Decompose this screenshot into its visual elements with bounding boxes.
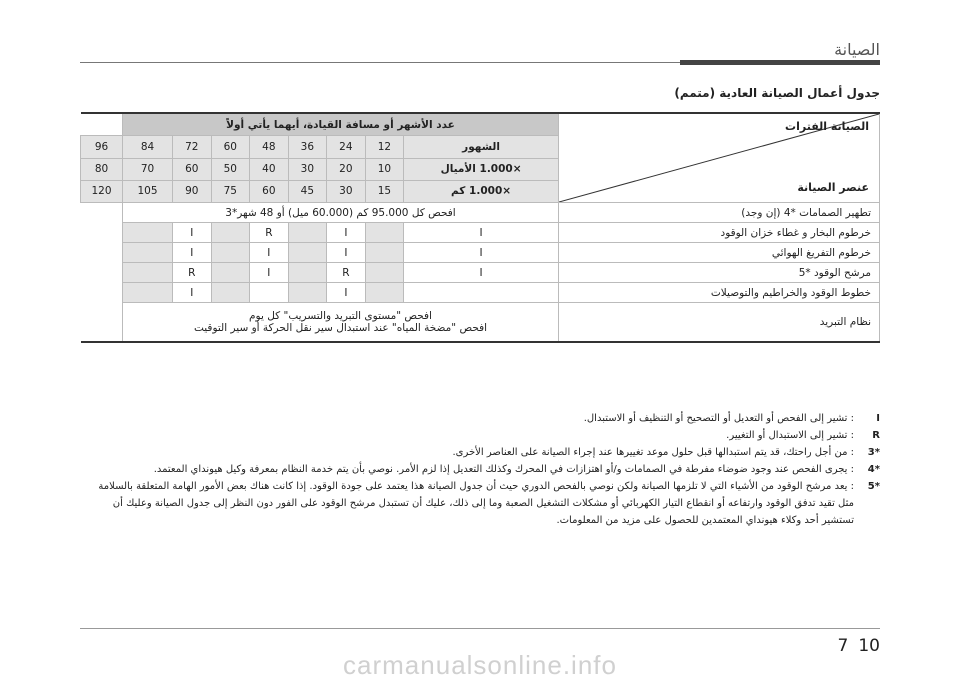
interval-value: 30 bbox=[288, 158, 327, 180]
maintenance-item-value bbox=[288, 243, 327, 263]
note-item bbox=[80, 427, 880, 444]
note-text: : تشير إلى الفحص أو التعديل أو التصحيح أو التنظيف أو الاستبدال. bbox=[583, 413, 854, 424]
maintenance-item-value bbox=[365, 283, 404, 303]
note-symbol: *4 bbox=[867, 464, 880, 475]
maintenance-item-value: I bbox=[404, 243, 559, 263]
interval-value: 60 bbox=[250, 180, 289, 202]
interval-value: 90 bbox=[173, 180, 212, 202]
watermark: carmanualsonline.info bbox=[343, 650, 617, 680]
interval-value: 105 bbox=[123, 180, 173, 202]
interval-value: 72 bbox=[173, 136, 212, 158]
interval-row-label: الشهور bbox=[404, 136, 559, 158]
interval-value: 84 bbox=[123, 136, 173, 158]
interval-value: 70 bbox=[123, 158, 173, 180]
note-symbol: R bbox=[872, 430, 880, 441]
interval-value: 45 bbox=[288, 180, 327, 202]
maintenance-item-value bbox=[404, 283, 559, 303]
footer-rule bbox=[80, 628, 880, 629]
maintenance-item-value: I bbox=[327, 283, 366, 303]
maintenance-item-label: خطوط الوقود والخراطيم والتوصيلات bbox=[559, 283, 880, 303]
instruction-line: افحص "مضخة المياه" عند استبدال سير نقل الحركة أو سير التوقيت bbox=[193, 322, 488, 334]
maintenance-item-value: I bbox=[250, 263, 289, 283]
interval-value: 50 bbox=[211, 158, 250, 180]
note-text: : من أجل راحتك، قد يتم استبدالها قبل حلول موعد تغييرها عند إجراء الصيانة على العناصر الأخرى. bbox=[452, 447, 854, 458]
notes-section bbox=[80, 410, 880, 529]
maintenance-item-instruction: افحص كل 95.000 كم (60.000 ميل) أو 48 شهر*3 bbox=[123, 203, 559, 223]
maintenance-item-value bbox=[123, 263, 173, 283]
maintenance-item-label: تطهير الصمامات *4 (إن وجد) bbox=[559, 203, 880, 223]
maintenance-item-value bbox=[288, 223, 327, 243]
note-text: : يجرى الفحص عند وجود ضوضاء مفرطة في الصمامات و/أو اهتزازات في المحرك وكذلك التعديل إذا لزم الأمر. نوصي بأن يتم خدمة النظام بمعرفة وكيل هيونداي المعتمد. bbox=[153, 464, 854, 475]
maintenance-item-row bbox=[81, 303, 880, 343]
section-title: الصيانة bbox=[834, 40, 880, 59]
maintenance-item-value: R bbox=[250, 223, 289, 243]
maintenance-item-value bbox=[211, 283, 250, 303]
maintenance-item-label: خرطوم التفريغ الهوائي bbox=[559, 243, 880, 263]
maintenance-item-value bbox=[365, 243, 404, 263]
maintenance-item-value: I bbox=[173, 243, 212, 263]
note-item bbox=[80, 444, 880, 461]
maintenance-item-value bbox=[211, 243, 250, 263]
interval-value: 12 bbox=[365, 136, 404, 158]
maintenance-item-row bbox=[81, 203, 880, 223]
note-item bbox=[80, 461, 880, 478]
interval-value: 60 bbox=[173, 158, 212, 180]
interval-value: 40 bbox=[250, 158, 289, 180]
maintenance-item-value: I bbox=[173, 223, 212, 243]
instruction-line: افحص "مستوى التبريد والتسريب" كل يوم bbox=[249, 310, 432, 322]
note-symbol: *5 bbox=[867, 481, 880, 492]
maintenance-item-row bbox=[81, 263, 880, 283]
interval-value: 80 bbox=[81, 158, 123, 180]
interval-value: 96 bbox=[81, 136, 123, 158]
page-number-value: 10 bbox=[858, 636, 880, 656]
table-header-row bbox=[81, 113, 880, 136]
maintenance-item-value: R bbox=[327, 263, 366, 283]
interval-value: 36 bbox=[288, 136, 327, 158]
note-symbol: I bbox=[876, 413, 880, 424]
note-item bbox=[80, 410, 880, 427]
maintenance-item-row bbox=[81, 223, 880, 243]
interval-value: 75 bbox=[211, 180, 250, 202]
interval-row-label: ×1.000 الأميال bbox=[404, 158, 559, 180]
maintenance-item-value bbox=[211, 223, 250, 243]
interval-value: 60 bbox=[211, 136, 250, 158]
maintenance-item-label: نظام التبريد bbox=[559, 303, 880, 343]
note-text: : يعد مرشح الوقود من الأشياء التي لا تلزمها الصيانة ولكن نوصي بالفحص الدوري حيث أن جدول الصيانة هذا يعتمد على جودة الوقود. إذا كانت هناك بعض الأمور الهامة المتعلقة بالسلامة مثل تقيد تدفق الوقود وارتفاعه أو انقطاع التيار الكهربائي أو مشكلات التشغيل الصعبة وما إلى ذلك، عليك أن تستبدل مرشح الوقود على الفور دون النظر إلى جدول الصيانة وعليك أن تستشير أحد وكلاء هيونداي المعتمدين للحصول على مزيد من المعلومات. bbox=[98, 481, 854, 526]
maintenance-item-value: I bbox=[327, 223, 366, 243]
maintenance-item-value: I bbox=[404, 263, 559, 283]
maintenance-item-value bbox=[288, 283, 327, 303]
maintenance-item-value: I bbox=[327, 243, 366, 263]
table-title: جدول أعمال الصيانة العادية (متمم) bbox=[674, 86, 880, 100]
maintenance-item-value bbox=[365, 263, 404, 283]
interval-value: 24 bbox=[327, 136, 366, 158]
interval-row-label: ×1.000 كم bbox=[404, 180, 559, 202]
maintenance-item-value: R bbox=[173, 263, 212, 283]
maintenance-item-value bbox=[211, 263, 250, 283]
maintenance-item-value: I bbox=[404, 223, 559, 243]
maintenance-item-instruction bbox=[123, 303, 559, 343]
note-symbol: *3 bbox=[867, 447, 880, 458]
maintenance-item-value: I bbox=[173, 283, 212, 303]
maintenance-item-value bbox=[288, 263, 327, 283]
maintenance-item-value bbox=[365, 223, 404, 243]
interval-value: 120 bbox=[81, 180, 123, 202]
maintenance-schedule-table bbox=[80, 112, 880, 343]
diag-bottom-label: عنصر الصيانة bbox=[797, 181, 869, 194]
maintenance-item-value: I bbox=[250, 243, 289, 263]
interval-value: 48 bbox=[250, 136, 289, 158]
maintenance-item-label: مرشح الوقود *5 bbox=[559, 263, 880, 283]
maintenance-item-value bbox=[123, 283, 173, 303]
maintenance-item-value bbox=[250, 283, 289, 303]
interval-value: 20 bbox=[327, 158, 366, 180]
maintenance-item-value bbox=[123, 243, 173, 263]
interval-value: 10 bbox=[365, 158, 404, 180]
maintenance-item-row bbox=[81, 283, 880, 303]
diag-top-label: الصيانة الفترات bbox=[785, 120, 869, 133]
header-accent-bar bbox=[680, 60, 880, 65]
note-item bbox=[80, 478, 880, 529]
diagonal-header-cell bbox=[559, 113, 880, 203]
note-text: : تشير إلى الاستبدال أو التغيير. bbox=[726, 430, 854, 441]
chapter-number: 7 bbox=[837, 636, 849, 656]
interval-header: عدد الأشهر أو مسافة القيادة، أيهما يأتي أولاً bbox=[123, 113, 559, 136]
maintenance-item-value bbox=[123, 223, 173, 243]
interval-value: 30 bbox=[327, 180, 366, 202]
maintenance-item-label: خرطوم البخار و غطاء خزان الوقود bbox=[559, 223, 880, 243]
maintenance-item-row bbox=[81, 243, 880, 263]
interval-value: 15 bbox=[365, 180, 404, 202]
